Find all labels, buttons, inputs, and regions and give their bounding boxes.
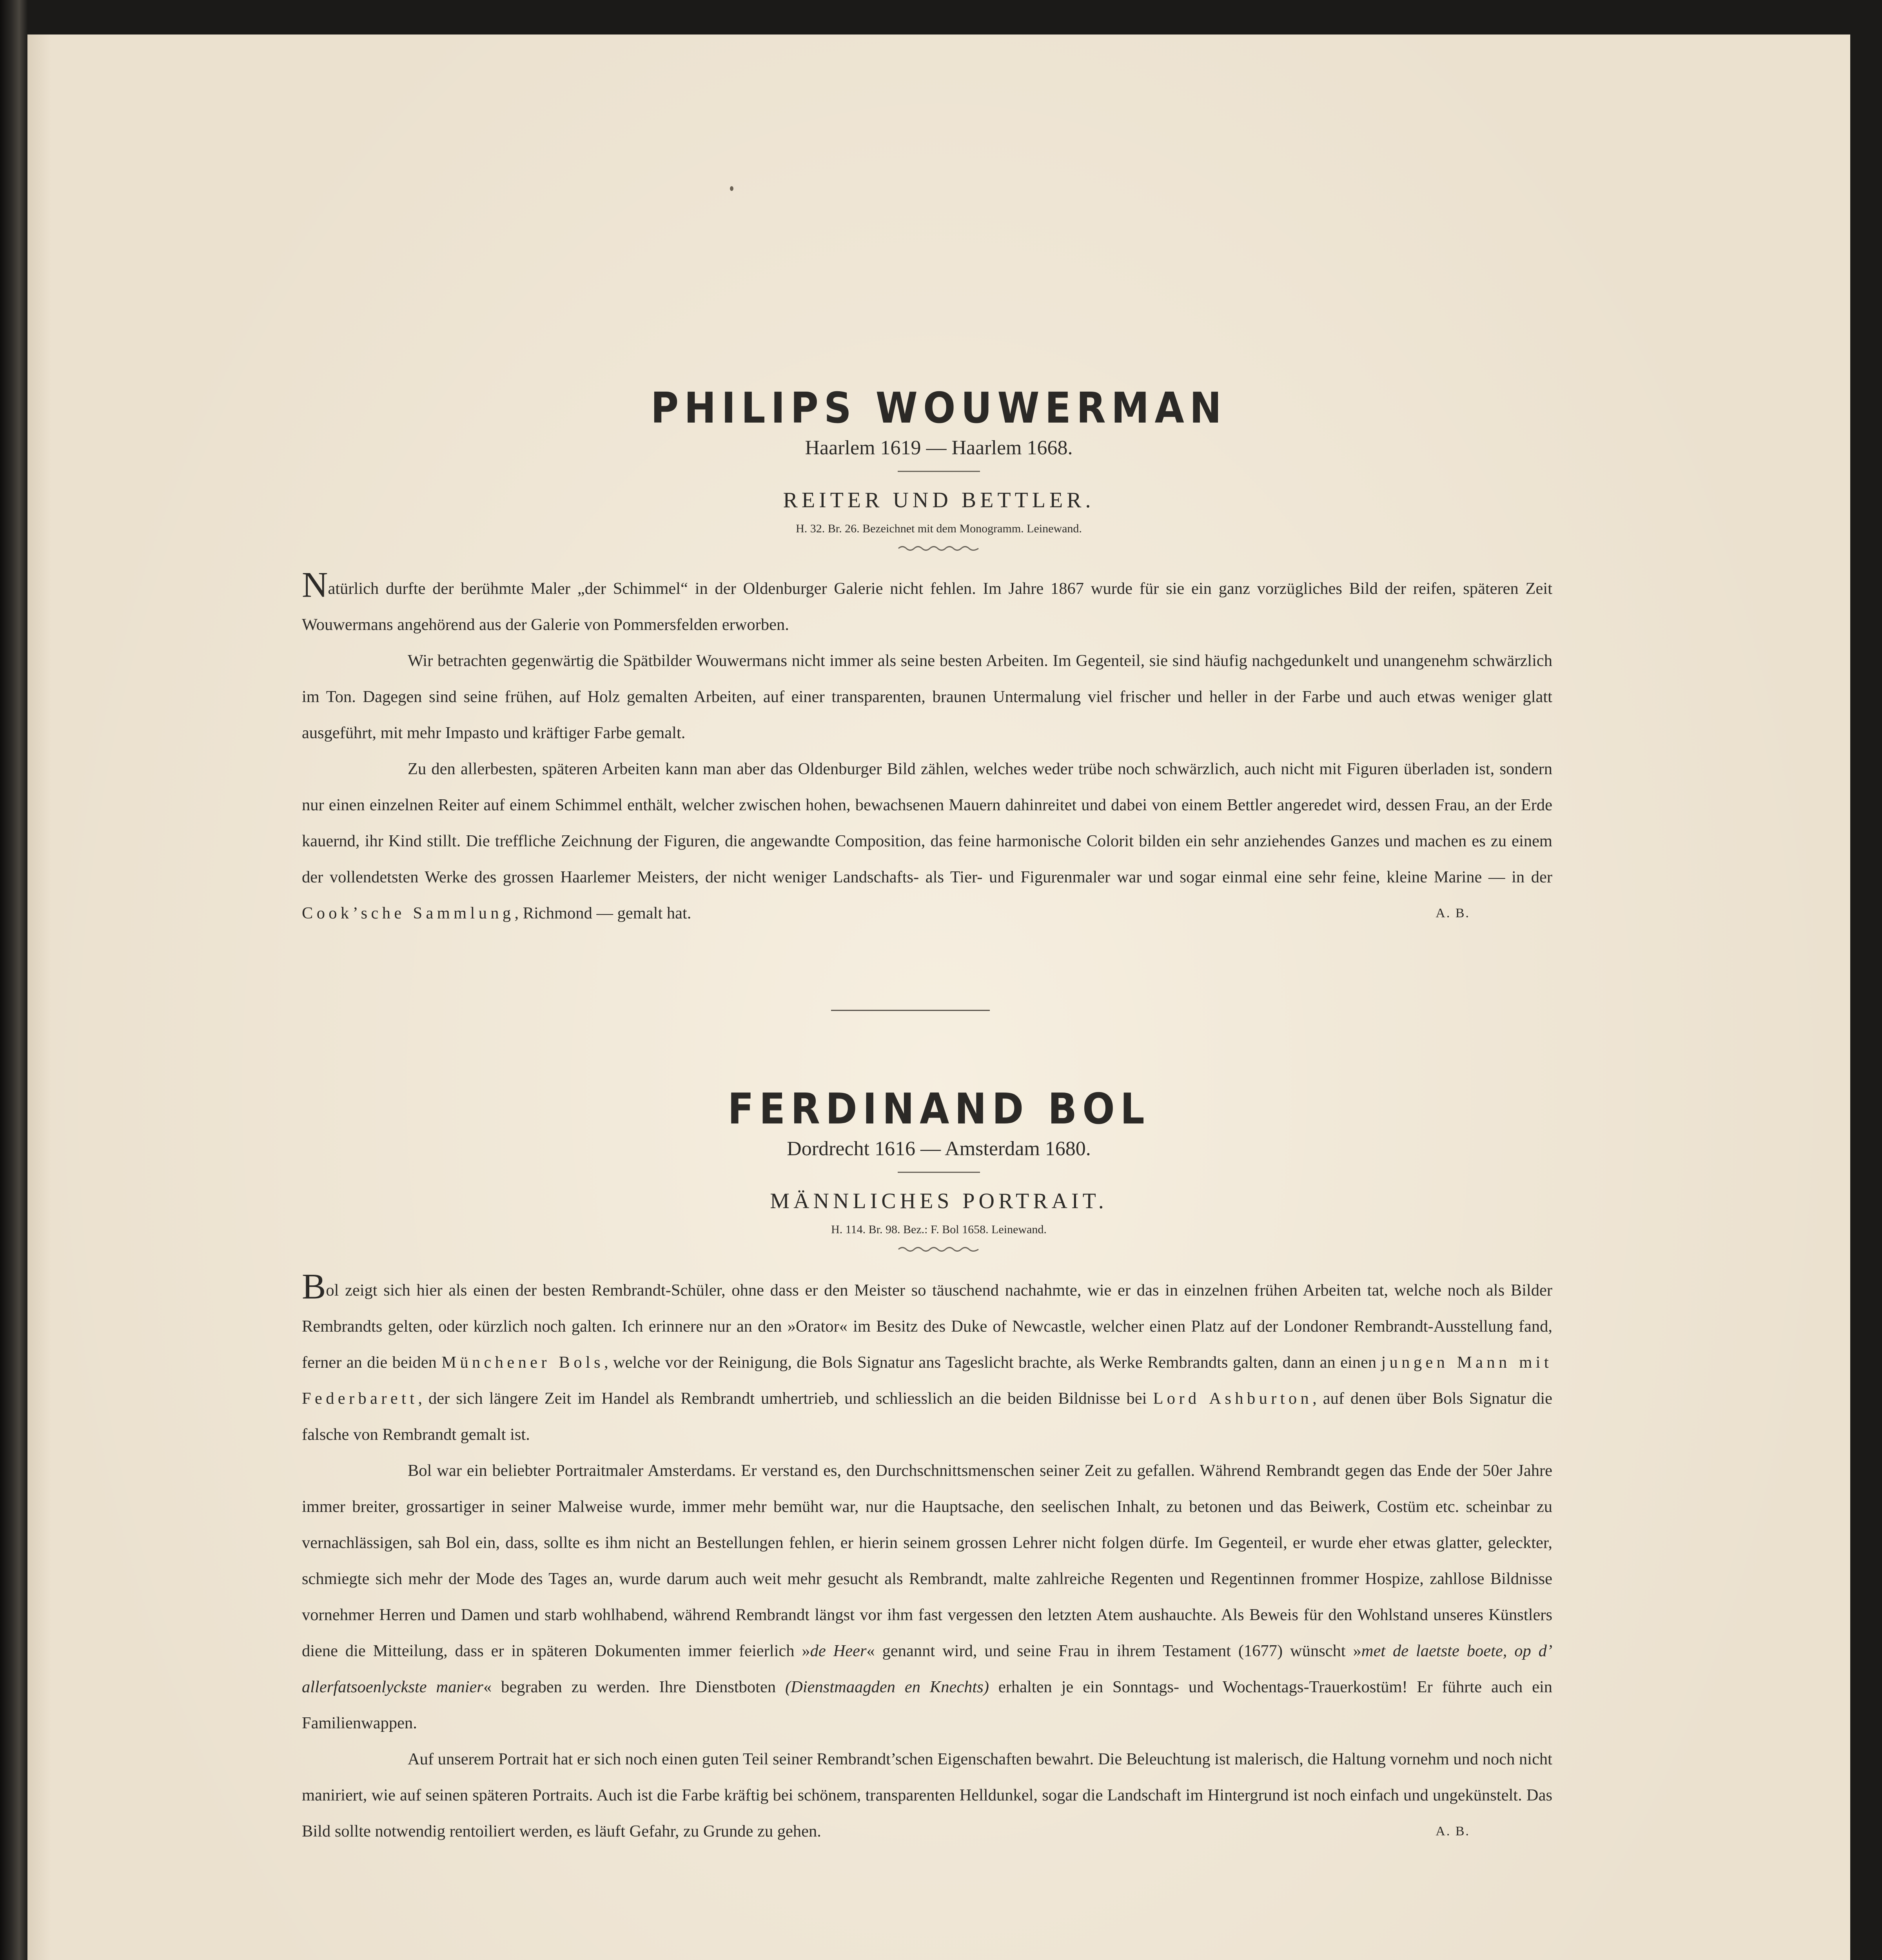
- spaced-emphasis: Lord Ashburton: [1153, 1389, 1313, 1408]
- work-title: REITER UND BETTLER.: [783, 488, 1095, 513]
- italic-quote: de Heer: [810, 1642, 867, 1660]
- book-binding-edge: [0, 0, 27, 1960]
- book-page: [27, 34, 1850, 1960]
- artist-name: FERDINAND BOL: [728, 1085, 1150, 1134]
- paragraph: [302, 1741, 1552, 1849]
- entry-header-bol: [27, 1085, 1850, 1254]
- paragraph-text: , welche vor der Reinigung, die Bols Signatur ans Tageslicht brachte, als Werke Rembrandts galten, dann an einen: [604, 1353, 1381, 1372]
- paragraph: [302, 751, 1552, 931]
- squiggle-ornament: [898, 1245, 980, 1254]
- paragraph: [302, 564, 1552, 643]
- divider-rule: [898, 1172, 980, 1173]
- author-initials: A. B.: [1436, 1824, 1470, 1838]
- author-initials: A. B.: [1436, 906, 1470, 920]
- entry-body-wouwerman: [302, 564, 1552, 931]
- artist-dates: Dordrecht 1616 — Amsterdam 1680.: [787, 1138, 1091, 1160]
- drop-cap: B: [302, 1266, 326, 1307]
- divider-rule: [898, 471, 980, 472]
- artist-name: PHILIPS WOUWERMAN: [651, 384, 1227, 433]
- spaced-emphasis: Münchener Bols: [441, 1353, 604, 1372]
- paragraph-text: ol zeigt sich hier als einen der besten Rembrandt-Schüler, ohne dass er den Meister so täuschend nachahmte, wie er das in einzelnen frühen Arbeiten tat, welche noch als Bilder Rembrandts gelten, oder kürzlich noch galten. Ich erinnere nur an den »Orator« im Besitz des Duke of Newcastle, welcher einen Platz auf der Londoner Rembrandt-Ausstellung fand, ferner an die beiden: [302, 1281, 1552, 1372]
- paragraph: Wir betrachten gegenwärtig die Spätbilder Wouwermans nicht immer als seine besten Arbeiten. Im Gegenteil, sie sind häufig nachgedunkelt und unangenehm schwärzlich im Ton. Dagegen sind seine frühen, auf Holz gemalten Arbeiten, auf einer transparenten, braunen Untermalung viel frischer und heller in der Farbe und auch etwas weniger glatt ausgeführt, mit mehr Impasto und kräftiger Farbe gemalt.: [302, 652, 1552, 742]
- paragraph-text: « begraben zu werden. Ihre Dienstboten: [483, 1678, 786, 1696]
- paragraph: [302, 1266, 1552, 1453]
- squiggle-ornament: [898, 544, 980, 553]
- artist-dates: Haarlem 1619 — Haarlem 1668.: [805, 437, 1073, 459]
- entry-body-bol: [302, 1266, 1553, 1849]
- paragraph: [302, 1453, 1552, 1741]
- section-separator: [831, 1010, 990, 1011]
- work-metadata: H. 114. Br. 98. Bez.: F. Bol 1658. Leinewand.: [831, 1223, 1047, 1236]
- spaced-emphasis: jungen Mann mit Federbarett: [302, 1353, 1552, 1408]
- spaced-emphasis: Cook’sche Sammlung: [302, 904, 515, 922]
- paragraph-text: atürlich durfte der berühmte Maler „der Schimmel“ in der Oldenburger Galerie nicht fehlen. Im Jahre 1867 wurde für sie ein ganz vorzügliches Bild der reifen, späteren Zeit Wouwermans angehörend aus der Galerie von Pommersfelden erworben.: [302, 579, 1552, 634]
- entry-header-wouwerman: [27, 384, 1850, 553]
- paper-speck: [730, 186, 733, 191]
- paragraph-text: erhalten je ein Sonntags- und Wochentags-Trauerkostüm! Er führte auch ein Familienwappen.: [302, 1678, 1553, 1732]
- paragraph-text: Auf unserem Portrait hat er sich noch einen guten Teil seiner Rembrandt’schen Eigenschaften bewahrt. Die Beleuchtung ist malerisch, die Haltung vornehm und noch nicht maniriert, wie auf seinen späteren Portraits. Auch ist die Farbe kräftig bei schönem, transparenten Helldunkel, sogar die Landschaft im Hintergrund ist noch einfach und ungekünstelt. Das Bild sollte notwendig rentoiliert werden, es läuft Gefahr, zu Grunde zu gehen.: [302, 1750, 1552, 1840]
- paragraph-text: « genannt wird, und seine Frau in ihrem Testament (1677) wünscht »: [866, 1642, 1361, 1660]
- paragraph-text: , Richmond — gemalt hat.: [514, 904, 691, 922]
- paragraph-text: , auf denen über Bols Signatur die falsche von Rembrandt gemalt ist.: [302, 1389, 1552, 1444]
- italic-quote: met de laetste boete, op d’ allerfatsoenlyckste manier: [302, 1642, 1552, 1696]
- italic-quote: (Dienstmaagden en Knechts): [785, 1678, 989, 1696]
- paragraph-text: , der sich längere Zeit im Handel als Rembrandt umhertrieb, und schliesslich an die beiden Bildnisse bei: [418, 1389, 1153, 1408]
- drop-cap: N: [302, 564, 328, 605]
- work-metadata: H. 32. Br. 26. Bezeichnet mit dem Monogramm. Leinewand.: [796, 522, 1082, 535]
- paragraph-text: Bol war ein beliebter Portraitmaler Amsterdams. Er verstand es, den Durchschnittsmenschen seiner Zeit zu gefallen. Während Rembrandt gegen das Ende der 50er Jahre immer breiter, grossartiger in seiner Malweise wurde, immer mehr bemüht war, nur die Hauptsache, den seelischen Inhalt, zu betonen und das Beiwerk, Costüm etc. scheinbar zu vernachlässigen, sah Bol ein, dass, sollte es ihm nicht an Bestellungen fehlen, er hierin seinem grossen Lehrer nicht folgen dürfe. Im Gegenteil, er wurde eher etwas glatter, geleckter, schmiegte sich mehr der Mode des Tages an, wurde darum auch weit mehr gesucht als Rembrandt, malte zahlreiche Regenten und Regentinnen frommer Hospize, zahllose Bildnisse vornehmer Herren und Damen und starb wohlhabend, während Rembrandt längst vor ihm fast vergessen den letzten Atem aushauchte. Als Beweis für den Wohlstand unseres Künstlers diene die Mitteilung, dass er in späteren Dokumenten immer feierlich »: [302, 1461, 1552, 1660]
- work-title: MÄNNLICHES PORTRAIT.: [770, 1189, 1108, 1214]
- paragraph-text: Zu den allerbesten, späteren Arbeiten kann man aber das Oldenburger Bild zählen, welches weder trübe noch schwärzlich, auch nicht mit Figuren überladen ist, sondern nur einen einzelnen Reiter auf einem Schimmel enthält, welcher zwischen hohen, bewachsenen Mauern dahinreitet und dabei von einem Bettler angeredet wird, dessen Frau, an der Erde kauernd, ihr Kind stillt. Die treffliche Zeichnung der Figuren, die angewandte Composition, das feine harmonische Colorit bilden ein sehr anziehendes Ganzes und machen es zu einem der vollendetsten Werke des grossen Haarlemer Meisters, der nicht weniger Landschafts- als Tier- und Figurenmaler war und sogar einmal eine sehr feine, kleine Marine — in der: [302, 760, 1552, 886]
